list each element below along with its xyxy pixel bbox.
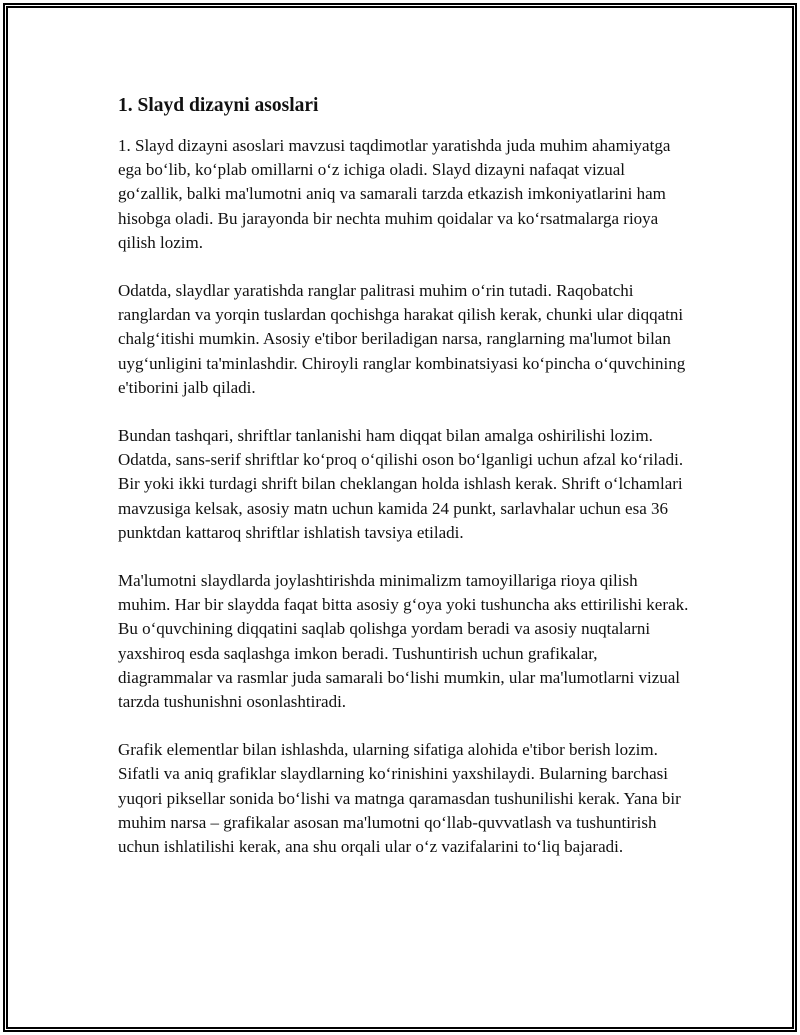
paragraph-4: Ma'lumotni slaydlarda joylashtirishda minimalizm tamoyillariga rioya qilish muhim. Har bir slaydda faqat bitta asosiy g‘oya yoki tushuncha aks ettirilishi kerak. Bu o‘quvchining diqqatini saqlab qolishga yordam beradi va asosiy nuqtalarni yaxshiroq esda saqlashga imkon beradi. Tushuntirish uchun grafikalar, diagrammalar va rasmlar juda samarali bo‘lishi mumkin, ular ma'lumotlarni vizual tarzda tushunishni osonlashtiradi. xyxy=(118,571,689,712)
paragraph-3: Bundan tashqari, shriftlar tanlanishi ham diqqat bilan amalga oshirilishi lozim. Odatda, sans-serif shriftlar ko‘proq o‘qilishi oson bo‘lganligi uchun afzal ko‘riladi. Bir yoki ikki turdagi shrift bilan cheklangan holda ishlash kerak. Shrift o‘lchamlari mavzusiga kelsak, asosiy matn uchun kamida 24 punkt, sarlavhalar uchun esa 36 punktdan kattaroq shriftlar ishlatish tavsiya etiladi. xyxy=(118,426,684,542)
document-body xyxy=(118,92,693,883)
paragraph-1: 1. Slayd dizayni asoslari mavzusi taqdimotlar yaratishda juda muhim ahamiyatga ega bo‘lib, ko‘plab omillarni o‘z ichiga oladi. Slayd dizayni nafaqat vizual go‘zallik, balki ma'lumotni aniq va samarali tarzda etkazish imkoniyatlarini ham hisobga oladi. Bu jarayonda bir nechta muhim qoidalar va ko‘rsatmalarga rioya qilish lozim. xyxy=(118,136,671,252)
paragraph-2: Odatda, slaydlar yaratishda ranglar palitrasi muhim o‘rin tutadi. Raqobatchi ranglardan va yorqin tuslardan qochishga harakat qilish kerak, chunki ular diqqatni chalg‘itishi mumkin. Asosiy e'tibor beriladigan narsa, ranglarning ma'lumot bilan uyg‘unligini ta'minlashdir. Chiroyli ranglar kombinatsiyasi ko‘pincha o‘quvchining e'tiborini jalb qiladi. xyxy=(118,281,686,397)
paragraph-5: Grafik elementlar bilan ishlashda, ularning sifatiga alohida e'tibor berish lozim. Sifatli va aniq grafiklar slaydlarning ko‘rinishini yaxshilaydi. Bularning barchasi yuqori piksellar sonida bo‘lishi va matnga qaramasdan tushunilishi kerak. Yana bir muhim narsa – grafikalar asosan ma'lumotni qo‘llab-quvvatlash va tushuntirish uchun ishlatilishi kerak, ana shu orqali ular o‘z vazifalarini to‘liq bajaradi. xyxy=(118,740,681,857)
page-title: 1. Slayd dizayni asoslari xyxy=(118,95,319,116)
